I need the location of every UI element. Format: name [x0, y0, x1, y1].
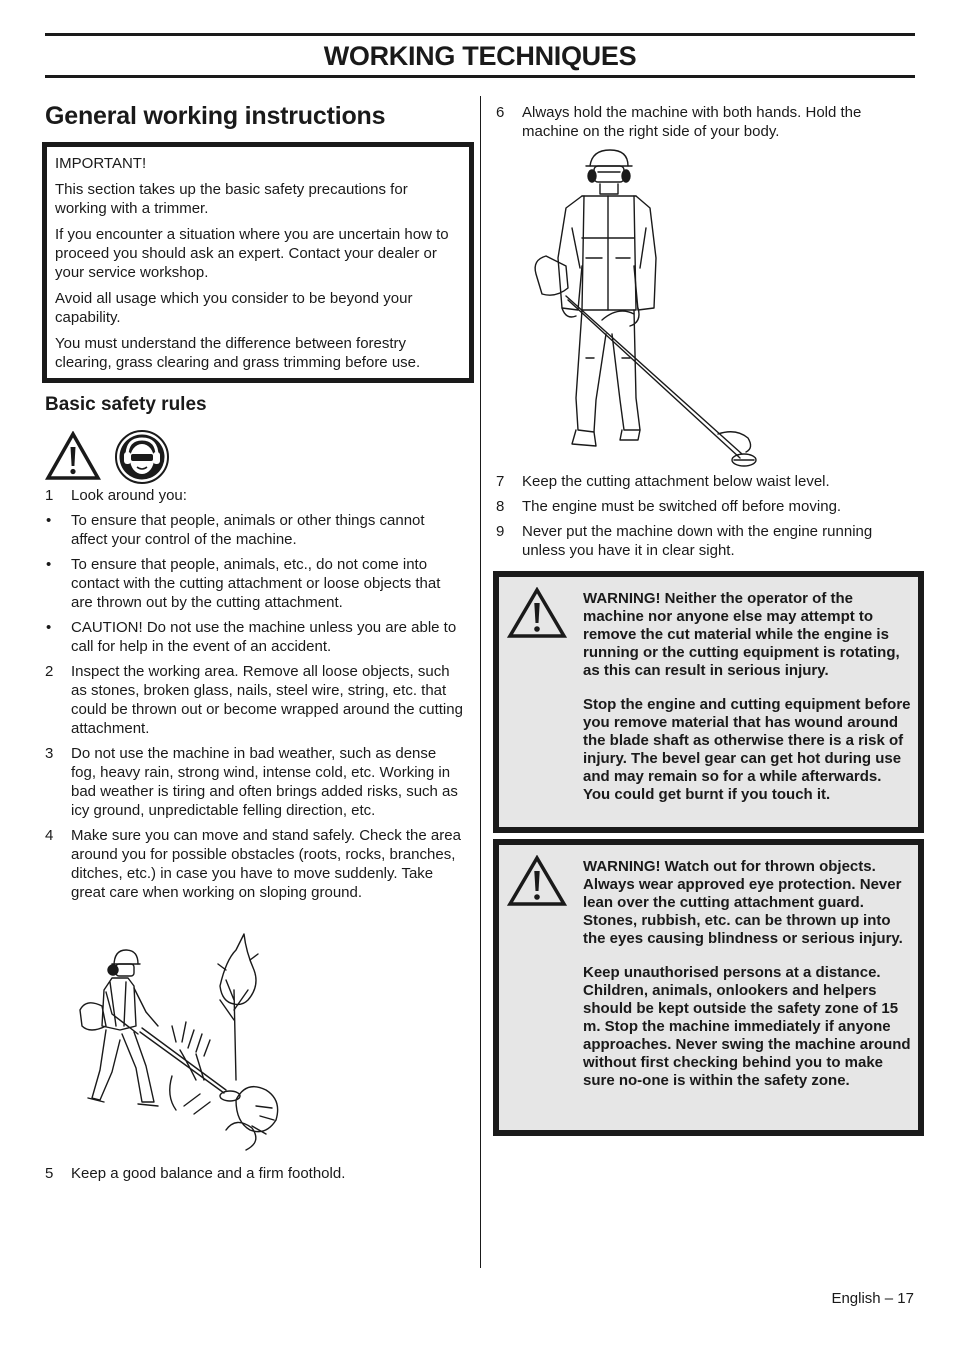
list-item-text: Always hold the machine with both hands. Hold the machine on the right side of your body.	[522, 104, 862, 140]
important-paragraph: This section takes up the basic safety precautions for working with a trimmer.	[55, 181, 408, 217]
list-item-text: Keep a good balance and a firm foothold.	[71, 1165, 346, 1182]
list-number: 8	[496, 498, 505, 515]
list-item	[496, 472, 914, 491]
list-item-text: To ensure that people, animals or other things cannot affect your control of the machine.	[71, 512, 425, 548]
list-item	[496, 522, 914, 560]
list-bullet: •	[46, 556, 52, 573]
list-item-text: Never put the machine down with the engine running unless you have it in clear sight.	[522, 523, 873, 559]
warning-box	[493, 839, 924, 1136]
list-item	[45, 555, 465, 612]
list-item	[496, 497, 914, 516]
list-item	[45, 618, 465, 656]
important-heading: IMPORTANT!	[55, 155, 147, 172]
page-number: English – 17	[831, 1290, 914, 1307]
list-bullet: •	[46, 619, 52, 636]
list-number: 5	[45, 1165, 54, 1182]
list-item	[45, 1164, 465, 1183]
column-divider	[480, 96, 481, 1268]
list-number: 6	[496, 104, 505, 121]
list-item-text: Do not use the machine in bad weather, such as dense fog, heavy rain, strong wind, intense cold, etc. Working in bad weather is tiring and often brings added risks, such as icy ground, unpredictable felling direction, etc.	[71, 745, 458, 819]
warning-box	[493, 571, 924, 833]
operator-standing-illustration	[522, 148, 772, 470]
list-number: 2	[45, 663, 54, 680]
list-bullet: •	[46, 512, 52, 529]
worker-trimming-illustration	[76, 930, 286, 1156]
list-item-text: To ensure that people, animals, etc., do not come into contact with the cutting attachment or loose objects that are thrown out by the cutting attachment.	[71, 556, 441, 611]
list-item	[45, 511, 465, 549]
list-item-text: Keep the cutting attachment below waist level.	[522, 473, 830, 490]
list-item-text: The engine must be switched off before moving.	[522, 498, 842, 515]
page-title: WORKING TECHNIQUES	[323, 41, 637, 71]
list-number: 9	[496, 523, 505, 540]
warning-triangle-icon	[507, 587, 567, 639]
warning-paragraph: Keep unauthorised persons at a distance. Children, animals, onlookers and helpers should be kept outside the safety zone of 15 m. Stop the machine immediately if anyone approaches. Never swing the machine around without first checking behind you to make sure no-one is within the safety zone.	[583, 964, 911, 1089]
warning-paragraph: WARNING! Watch out for thrown objects. Always wear approved eye protection. Never lean over the cutting attachment guard. Stones, rubbish, etc. can be thrown up into the eyes causing blindness or serious injury.	[583, 858, 903, 947]
important-paragraph: If you encounter a situation where you are uncertain how to proceed you should ask an expert. Contact your dealer or your service workshop.	[55, 226, 449, 281]
section-title: General working instructions	[45, 102, 386, 130]
list-item-text: CAUTION! Do not use the machine unless you are able to call for help in the event of an accident.	[71, 619, 457, 655]
basic-safety-title: Basic safety rules	[45, 394, 207, 415]
eye-ear-protection-icon	[114, 429, 170, 485]
list-number: 4	[45, 827, 54, 844]
warning-paragraph: Stop the engine and cutting equipment before you remove material that has wound around the blade shaft as otherwise there is a risk of injury. The bevel gear can get hot during use and may remain so for a while afterwards. You could get burnt if you touch it.	[583, 696, 911, 803]
list-item-text: Make sure you can move and stand safely. Check the area around you for possible obstacles (roots, rocks, branches, ditches, etc.) in case you have to move suddenly. Take great care when working on sloping ground.	[71, 827, 461, 901]
safety-rules-list	[45, 486, 465, 908]
list-item	[45, 486, 465, 505]
list-number: 1	[45, 487, 54, 504]
list-item	[496, 103, 914, 141]
warning-triangle-icon	[45, 431, 101, 481]
important-box	[42, 142, 474, 383]
list-number: 7	[496, 473, 505, 490]
important-paragraph: You must understand the difference between forestry clearing, grass clearing and grass trimming before use.	[55, 335, 421, 371]
warning-paragraph: WARNING! Neither the operator of the machine nor anyone else may attempt to remove the cut material while the engine is running or the cutting equipment is rotating, as this can result in serious injury.	[583, 590, 900, 679]
list-item	[45, 744, 465, 820]
page-header	[45, 33, 915, 78]
warning-text	[583, 590, 912, 820]
list-item	[45, 826, 465, 902]
warning-text	[583, 858, 912, 1106]
list-number: 3	[45, 745, 54, 762]
important-paragraph: Avoid all usage which you consider to be beyond your capability.	[55, 290, 413, 326]
warning-triangle-icon	[507, 855, 567, 907]
list-item-text: Inspect the working area. Remove all loose objects, such as stones, broken glass, nails, steel wire, string, etc. that could be thrown out or become wrapped around the cutting attachment.	[71, 663, 463, 737]
list-item-text: Look around you:	[71, 487, 187, 504]
right-rules-list	[496, 472, 914, 566]
list-item	[45, 662, 465, 738]
